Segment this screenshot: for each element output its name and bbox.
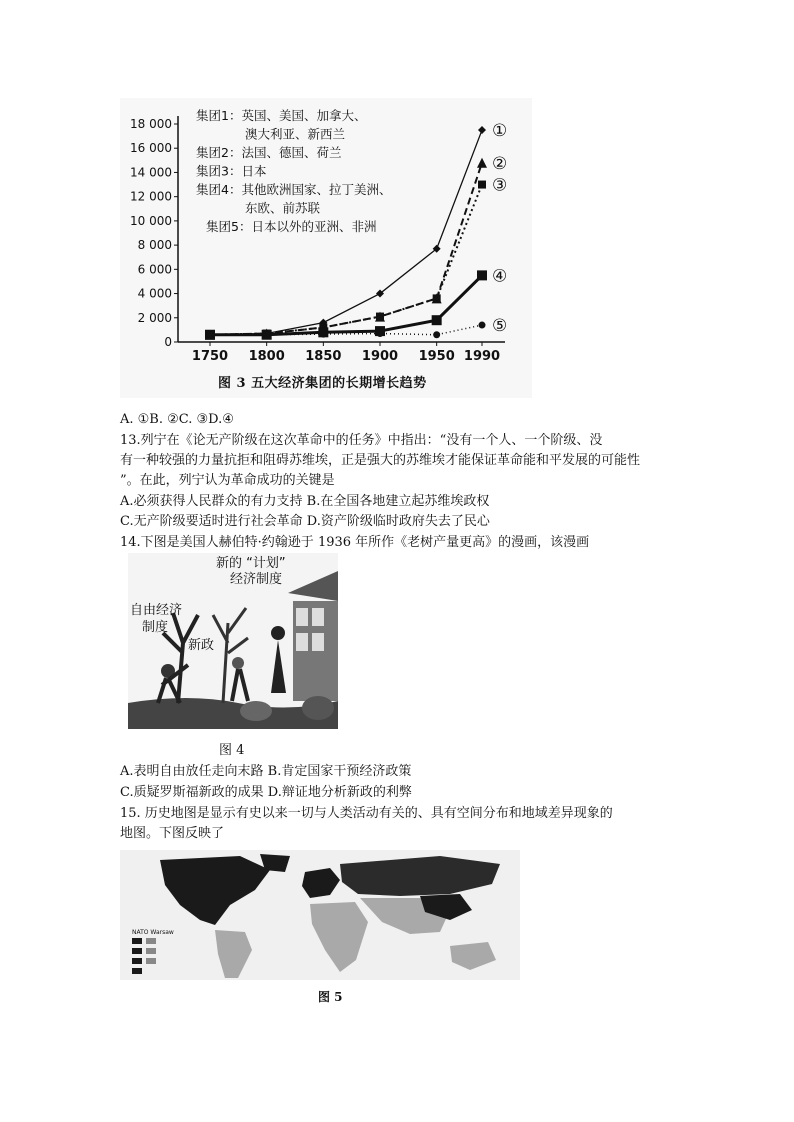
x-tick-label: 1750 bbox=[191, 349, 229, 364]
figure-4-cartoon bbox=[128, 553, 338, 729]
y-tick-label: 4 000 bbox=[137, 286, 172, 301]
cartoon-label-free-2: 制度 bbox=[142, 620, 169, 635]
series-point-4 bbox=[477, 270, 487, 280]
legend-line-3: 集团2：法国、德国、荷兰 bbox=[196, 145, 342, 160]
q13-stem-line1: 13.列宁在《论无产阶级在这次革命中的任务》中指出：“没有一个人、一个阶级、没 bbox=[120, 433, 603, 448]
q15-stem-line2: 地图。下图反映了 bbox=[120, 826, 225, 841]
q13-options-ab: A.必须获得人民群众的有力支持 B.在全国各地建立起苏维埃政权 bbox=[120, 494, 490, 509]
q14-options-cd: C.质疑罗斯福新政的成果 D.辩证地分析新政的利弊 bbox=[120, 785, 412, 800]
y-tick-label: 12 000 bbox=[130, 189, 172, 204]
chart-svg bbox=[120, 98, 532, 398]
legend-line-4: 集团3：日本 bbox=[196, 163, 267, 179]
figure-3-caption: 图 3 五大经济集团的长期增长趋势 bbox=[218, 376, 427, 391]
series-point-5 bbox=[479, 322, 486, 329]
series-point-1 bbox=[478, 126, 486, 134]
y-tick-label: 8 000 bbox=[137, 238, 172, 253]
x-tick-label: 1950 bbox=[418, 349, 455, 364]
cartoon-label-plan-1: 新的 “计划” bbox=[216, 556, 286, 571]
q13-stem-line2: 有一种较强的力量抗拒和阻碍苏维埃，正是强大的苏维埃才能保证革命能和平发展的可能性 bbox=[120, 453, 641, 468]
series-point-5 bbox=[263, 331, 270, 338]
series-label-2: ② bbox=[492, 153, 508, 174]
y-tick-label: 10 000 bbox=[130, 213, 172, 228]
cartoon-drawing bbox=[128, 553, 338, 729]
q13-options-cd: C.无产阶级要适时进行社会革命 D.资产阶级临时政府失去了民心 bbox=[120, 514, 490, 529]
map-legend-title: NATO Warsaw bbox=[132, 929, 174, 936]
legend-line-7: 集团5：日本以外的亚洲、非洲 bbox=[206, 219, 377, 234]
legend-line-6: 东欧、前苏联 bbox=[245, 200, 321, 216]
q12-options: A. ①B. ②C. ③D.④ bbox=[120, 412, 234, 427]
y-tick-label: 6 000 bbox=[137, 262, 172, 277]
world-map bbox=[120, 850, 520, 980]
series-point-5 bbox=[377, 330, 384, 337]
q14-options-ab: A.表明自由放任走向末路 B.肯定国家干预经济政策 bbox=[120, 764, 412, 779]
series-point-2 bbox=[477, 158, 487, 168]
series-point-5 bbox=[207, 331, 214, 338]
series-point-5 bbox=[433, 331, 440, 338]
x-tick-label: 1990 bbox=[463, 349, 501, 364]
x-tick-label: 1900 bbox=[361, 349, 399, 364]
figure-3-chart bbox=[120, 98, 532, 398]
figure-4-caption: 图 4 bbox=[219, 743, 245, 758]
series-point-3 bbox=[478, 181, 486, 189]
y-tick-label: 16 000 bbox=[130, 141, 172, 156]
legend-line-2: 澳大利亚、新西兰 bbox=[245, 126, 346, 142]
x-tick-label: 1800 bbox=[248, 349, 285, 364]
series-label-3: ③ bbox=[492, 175, 508, 196]
legend-line-1: 集团1：英国、美国、加拿大、 bbox=[196, 108, 367, 123]
cartoon-label-free-1: 自由经济 bbox=[130, 603, 183, 618]
series-label-4: ④ bbox=[492, 266, 508, 287]
q13-stem-line3: ”。在此，列宁认为革命成功的关键是 bbox=[120, 473, 335, 488]
y-tick-label: 2 000 bbox=[137, 310, 172, 325]
series-label-5: ⑤ bbox=[492, 316, 508, 337]
y-tick-label: 18 000 bbox=[130, 117, 172, 131]
series-point-5 bbox=[320, 331, 327, 338]
cartoon-label-newdeal: 新政 bbox=[188, 638, 215, 653]
series-point-3 bbox=[433, 294, 441, 302]
x-tick-label: 1850 bbox=[305, 349, 342, 364]
series-point-3 bbox=[376, 313, 384, 321]
y-tick-label: 0 bbox=[164, 335, 172, 349]
series-label-1: ① bbox=[492, 121, 508, 142]
q15-stem-line1: 15. 历史地图是显示有史以来一切与人类活动有关的、具有空间分布和地域差异现象的 bbox=[120, 806, 613, 821]
series-point-4 bbox=[432, 315, 442, 325]
legend-line-5: 集团4：其他欧洲国家、拉丁美洲、 bbox=[196, 182, 392, 197]
figure-5-caption: 图 5 bbox=[318, 990, 343, 1004]
figure-5-map bbox=[120, 850, 520, 980]
cartoon-label-plan-2: 经济制度 bbox=[230, 572, 283, 587]
q14-stem: 14.下图是美国人赫伯特·约翰逊于 1936 年所作《老树产量更高》的漫画，该漫画 bbox=[120, 535, 590, 550]
y-tick-label: 14 000 bbox=[130, 165, 172, 180]
